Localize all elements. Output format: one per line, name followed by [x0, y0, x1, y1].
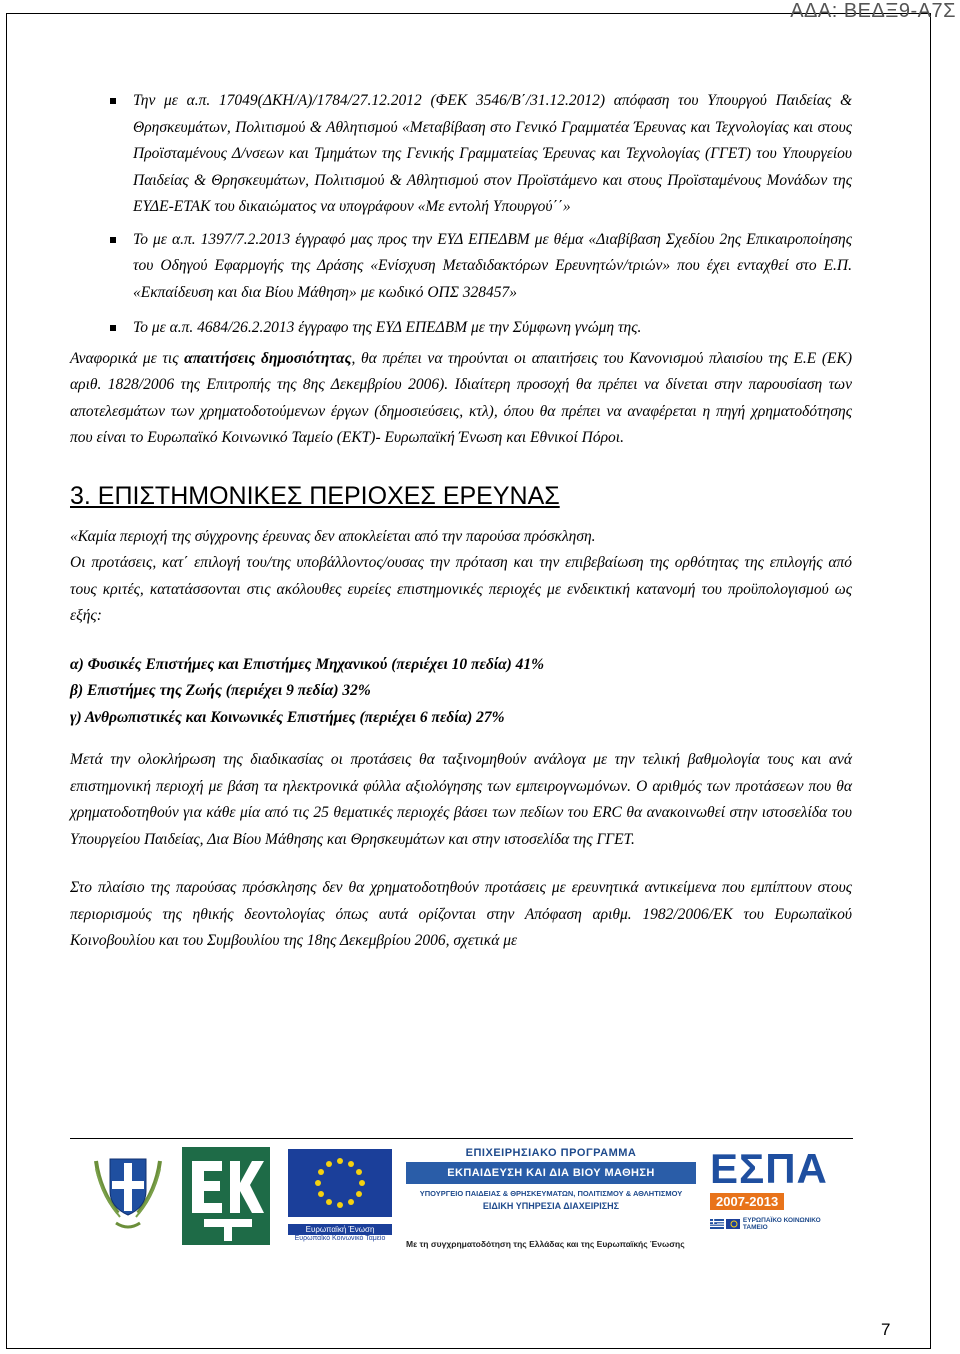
footer-logos [88, 1147, 874, 1251]
section-intro: Οι προτάσεις, κατ΄ επιλογή του/της υποβάλλοντος/ουσας την πρόταση και την επιβεβαίωση της ορθότητας της επιλογής από τους κριτές, κατατάσσονται στις ακόλουθες ευρείες επιστημονικές περιοχές με ενδεικτική κατανομή του προϋπολογισμού ως εξής: [70, 554, 852, 624]
section-intro: «Καμία περιοχή της σύγχρονης έρευνας δεν αποκλείεται από την παρούσα πρόσκληση. [70, 527, 596, 545]
eu-flag-icon [288, 1149, 392, 1217]
category-item: γ) Ανθρωπιστικές και Κοινωνικές Επιστήμες (περιέχει 6 πεδία) 27% [70, 708, 505, 726]
page-number: 7 [881, 1320, 891, 1339]
cofinancing-text: Με τη συγχρηματοδότηση της Ελλάδας και της Ευρωπαϊκής Ένωσης [406, 1239, 685, 1249]
bullet-icon [110, 237, 116, 243]
eu-mini-flag-icon [726, 1219, 740, 1229]
greek-flag-icon [710, 1219, 724, 1229]
ada-code: ΑΔΑ: ΒΕΔΞ9-Α7Σ [790, 0, 956, 22]
category-item: β) Επιστήμες της Ζωής (περιέχει 9 πεδία) 32% [70, 682, 371, 699]
ethics-paragraph: Στο πλαίσιο της παρούσας πρόσκλησης δεν θα χρηματοδοτηθούν προτάσεις με ερευνητικά αντικείμενα που εμπίπτουν στους περιορισμούς της ηθικής δεοντολογίας όπως αυτά ορίζονται στην Απόφαση αριθμ. 1982/2006/ΕΚ του Ευρωπαϊκού Κοινοβουλίου και του Συμβουλίου της 18ης Δεκεμβρίου 2006, σχετικά με [70, 879, 852, 949]
bullet-item: Την με α.π. 17049(ΔΚΗ/Α)/1784/27.12.2012 (ΦΕΚ 3546/Β΄/31.12.2012) απόφαση του Υπουργού Παιδείας & Θρησκευμάτων, Πολιτισμού & Αθλητισμού «Μεταβίβαση στο Γενικό Γραμματέα Έρευνας και Τεχνολογίας και στους Προϊσταμένους Δ/νσεων και Τμημάτων της Γενικής Γραμματείας Έρευνας και Τεχνολογίας (ΓΓΕΤ) του Υπουργείου Παιδείας & Θρησκευμάτων, Πολιτισμού & Αθλητισμού στον Προϊστάμενο και στους Προϊσταμένους Μονάδων της ΕΥΔΕ-ΕΤΑΚ του δικαιώματος να υπογράφουν «Με εντολή Υπουργού΄΄» [70, 88, 852, 221]
category-item: α) Φυσικές Επιστήμες και Επιστήμες Μηχανικού (περιέχει 10 πεδία) 41% [70, 655, 545, 673]
espa-logo: ΕΣΠΑ 2007-2013 ΕΥΡΩΠΑΪΚΟ ΚΟΙΝΩΝΙΚΟ ΤΑΜΕΙΟ [710, 1145, 828, 1231]
eu-flag: Ευρωπαϊκή Ένωση Ευρωπαϊκό Κοινωνικό Ταμείο [288, 1149, 392, 1242]
ranking-paragraph: Μετά την ολοκλήρωση της διαδικασίας οι προτάσεις θα ταξινομηθούν ανάλογα με την τελική βαθμολογία τους και ανά επιστημονική περιοχή με βάση τα ηλεκτρονικά φύλλα αξιολόγησης των εμπειρογνωμόνων. Ο αριθμός των προτάσεων που θα χρηματοδοτηθούν για κάθε μία από τις 25 θεματικές περιοχές βάσει των πεδίων του ERC θα ανακοινωθεί στην ιστοσελίδα του Υπουργείου Παιδείας, Δια Βίου Μάθησης και Θρησκευμάτων και στην ιστοσελίδα της ΓΓΕΤ. [70, 751, 852, 848]
section-heading: 3. ΕΠΙΣΤΗΜΟΝΙΚΕΣ ΠΕΡΙΟΧΕΣ ΕΡΕΥΝΑΣ [70, 481, 560, 510]
document-body [70, 88, 852, 955]
publicity-bold: απαιτήσεις δημοσιότητας [184, 349, 352, 367]
bullet-icon [110, 325, 116, 331]
bullet-item: Το με α.π. 4684/26.2.2013 έγγραφο της ΕΥΔ ΕΠΕΔΒΜ με την Σύμφωνη γνώμη της. [70, 315, 852, 342]
footer-rule [70, 1138, 853, 1139]
bullet-item: Το με α.π. 1397/7.2.2013 έγγραφό μας προς την ΕΥΔ ΕΠΕΔΒΜ με θέμα «Διαβίβαση Σχεδίου 2ης Επικαιροποίησης του Οδηγού Εφαρμογής της Δράσης «Ενίσχυση Μεταδιδακτόρων Ερευνητών/τριών» που έχει ενταχθεί στο Ε.Π. «Εκπαίδευση και δια Βίου Μάθηση» με κωδικό ΟΠΣ 328457» [70, 227, 852, 307]
op-logo: ΕΠΙΧΕΙΡΗΣΙΑΚΟ ΠΡΟΓΡΑΜΜΑ ΕΚΠΑΙΔΕΥΣΗ ΚΑΙ ΔΙΑ ΒΙΟΥ ΜΑΘΗΣΗ ΥΠΟΥΡΓΕΙΟ ΠΑΙΔΕΙΑΣ & ΘΡΗΣΚΕΥΜΑΤΩΝ, ΠΟΛΙΤΙΣΜΟΥ & ΑΘΛΗΤΙΣΜΟΥ ΕΙΔΙΚΗ ΥΠΗΡΕΣΙΑ ΔΙΑΧΕΙΡΙΣΗΣ [406, 1147, 696, 1211]
greek-coat-of-arms-icon [88, 1151, 168, 1237]
ekt-logo-icon [182, 1147, 270, 1245]
bullet-icon [110, 98, 116, 104]
publicity-paragraph: Αναφορικά με τις απαιτήσεις δημοσιότητας, θα πρέπει να τηρούνται οι απαιτήσεις του Κανονισμού πλαισίου της Ε.Ε (ΕΚ) αριθ. 1828/2006 της Επιτροπής της 8ης Δεκεμβρίου 2006). Ιδιαίτερη προσοχή θα πρέπει να δίνεται στην παρουσίαση των αποτελεσμάτων των χρηματοδοτούμενων έργων (δημοσιεύσεις, κτλ), όπου θα πρέπει να αναφέρεται η πηγή χρηματοδότησης που είναι το Ευρωπαϊκό Κοινωνικό Ταμείο (ΕΚΤ)- Ευρωπαϊκή Ένωση και Εθνικοί Πόροι. [70, 349, 853, 446]
